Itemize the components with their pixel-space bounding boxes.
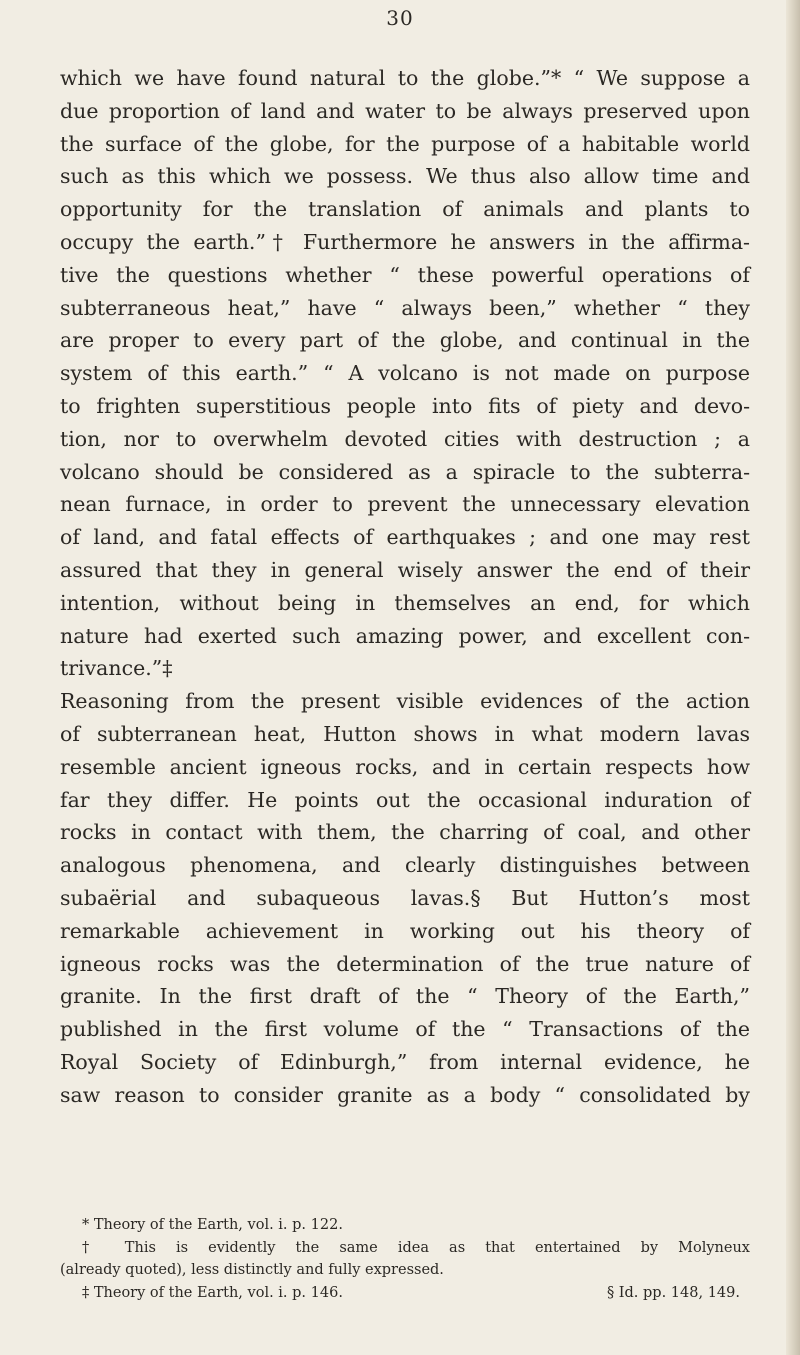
footnote: ‡ Theory of the Earth, vol. i. p. 146. [82, 1284, 343, 1301]
text-line: opportunity for the translation of animals and plants to [60, 197, 750, 222]
footnote: † This is evidently the same idea as that entertained by Molyneux [82, 1239, 750, 1256]
footnote: * Theory of the Earth, vol. i. p. 122. [82, 1217, 343, 1233]
text-line: saw reason to consider granite as a body “ consolidated by [60, 1082, 750, 1107]
footnote-continuation: (already quoted), less distinctly and fully expressed. [60, 1262, 444, 1278]
text-line: Reasoning from the present visible evidences of the action [60, 689, 750, 714]
page-edge [786, 0, 800, 1355]
page-number: 30 [386, 6, 414, 30]
text-line: system of this earth.” “ A volcano is not made on purpose [60, 361, 750, 386]
text-line: tive the questions whether “ these powerful operations of [60, 262, 750, 287]
text-line: of subterranean heat, Hutton shows in what modern lavas [60, 721, 750, 746]
text-line: analogous phenomena, and clearly distinguishes between [60, 853, 750, 878]
text-line: the surface of the globe, for the purpose of a habitable world [60, 131, 750, 156]
text-line: due proportion of land and water to be always preserved upon [60, 98, 750, 123]
text-line: subaërial and subaqueous lavas.§ But Hutton’s most [60, 885, 750, 910]
text-line: granite. In the first draft of the “ Theory of the Earth,” [60, 984, 750, 1009]
text-line: rocks in contact with them, the charring of coal, and other [60, 820, 750, 845]
text-line: igneous rocks was the determination of the true nature of [60, 951, 750, 976]
text-line: nean furnace, in order to prevent the unnecessary elevation [60, 492, 750, 517]
text-line: resemble ancient igneous rocks, and in certain respects how [60, 754, 750, 779]
text-line: which we have found natural to the globe.”* “ We suppose a [60, 66, 750, 90]
text-line: subterraneous heat,” have “ always been,” whether “ they [60, 295, 750, 320]
body-text [60, 62, 750, 1112]
footnote-row [60, 1282, 750, 1305]
footnotes [60, 1214, 750, 1304]
text-line: of land, and fatal effects of earthquakes ; and one may rest [60, 525, 750, 550]
text-line: such as this which we possess. We thus also allow time and [60, 164, 750, 189]
text-line: volcano should be considered as a spiracle to the subterra- [60, 459, 750, 484]
text-line: occupy the earth.”† Furthermore he answers in the affirma- [60, 229, 750, 254]
text-line: assured that they in general wisely answer the end of their [60, 557, 750, 582]
text-line: nature had exerted such amazing power, and excellent con- [60, 623, 750, 648]
text-line: trivance.”‡ [60, 656, 173, 681]
footnote: § Id. pp. 148, 149. [606, 1284, 740, 1301]
text-line: to frighten superstitious people into fits of piety and devo- [60, 393, 750, 418]
text-line: remarkable achievement in working out his theory of [60, 918, 750, 943]
text-line: Royal Society of Edinburgh,” from internal evidence, he [60, 1049, 750, 1074]
text-line: far they differ. He points out the occasional induration of [60, 787, 750, 812]
text-line: published in the first volume of the “ Transactions of the [60, 1017, 750, 1042]
text-line: are proper to every part of the globe, and continual in the [60, 328, 750, 353]
text-line: tion, nor to overwhelm devoted cities with destruction ; a [60, 426, 750, 451]
text-line: intention, without being in themselves an end, for which [60, 590, 750, 615]
